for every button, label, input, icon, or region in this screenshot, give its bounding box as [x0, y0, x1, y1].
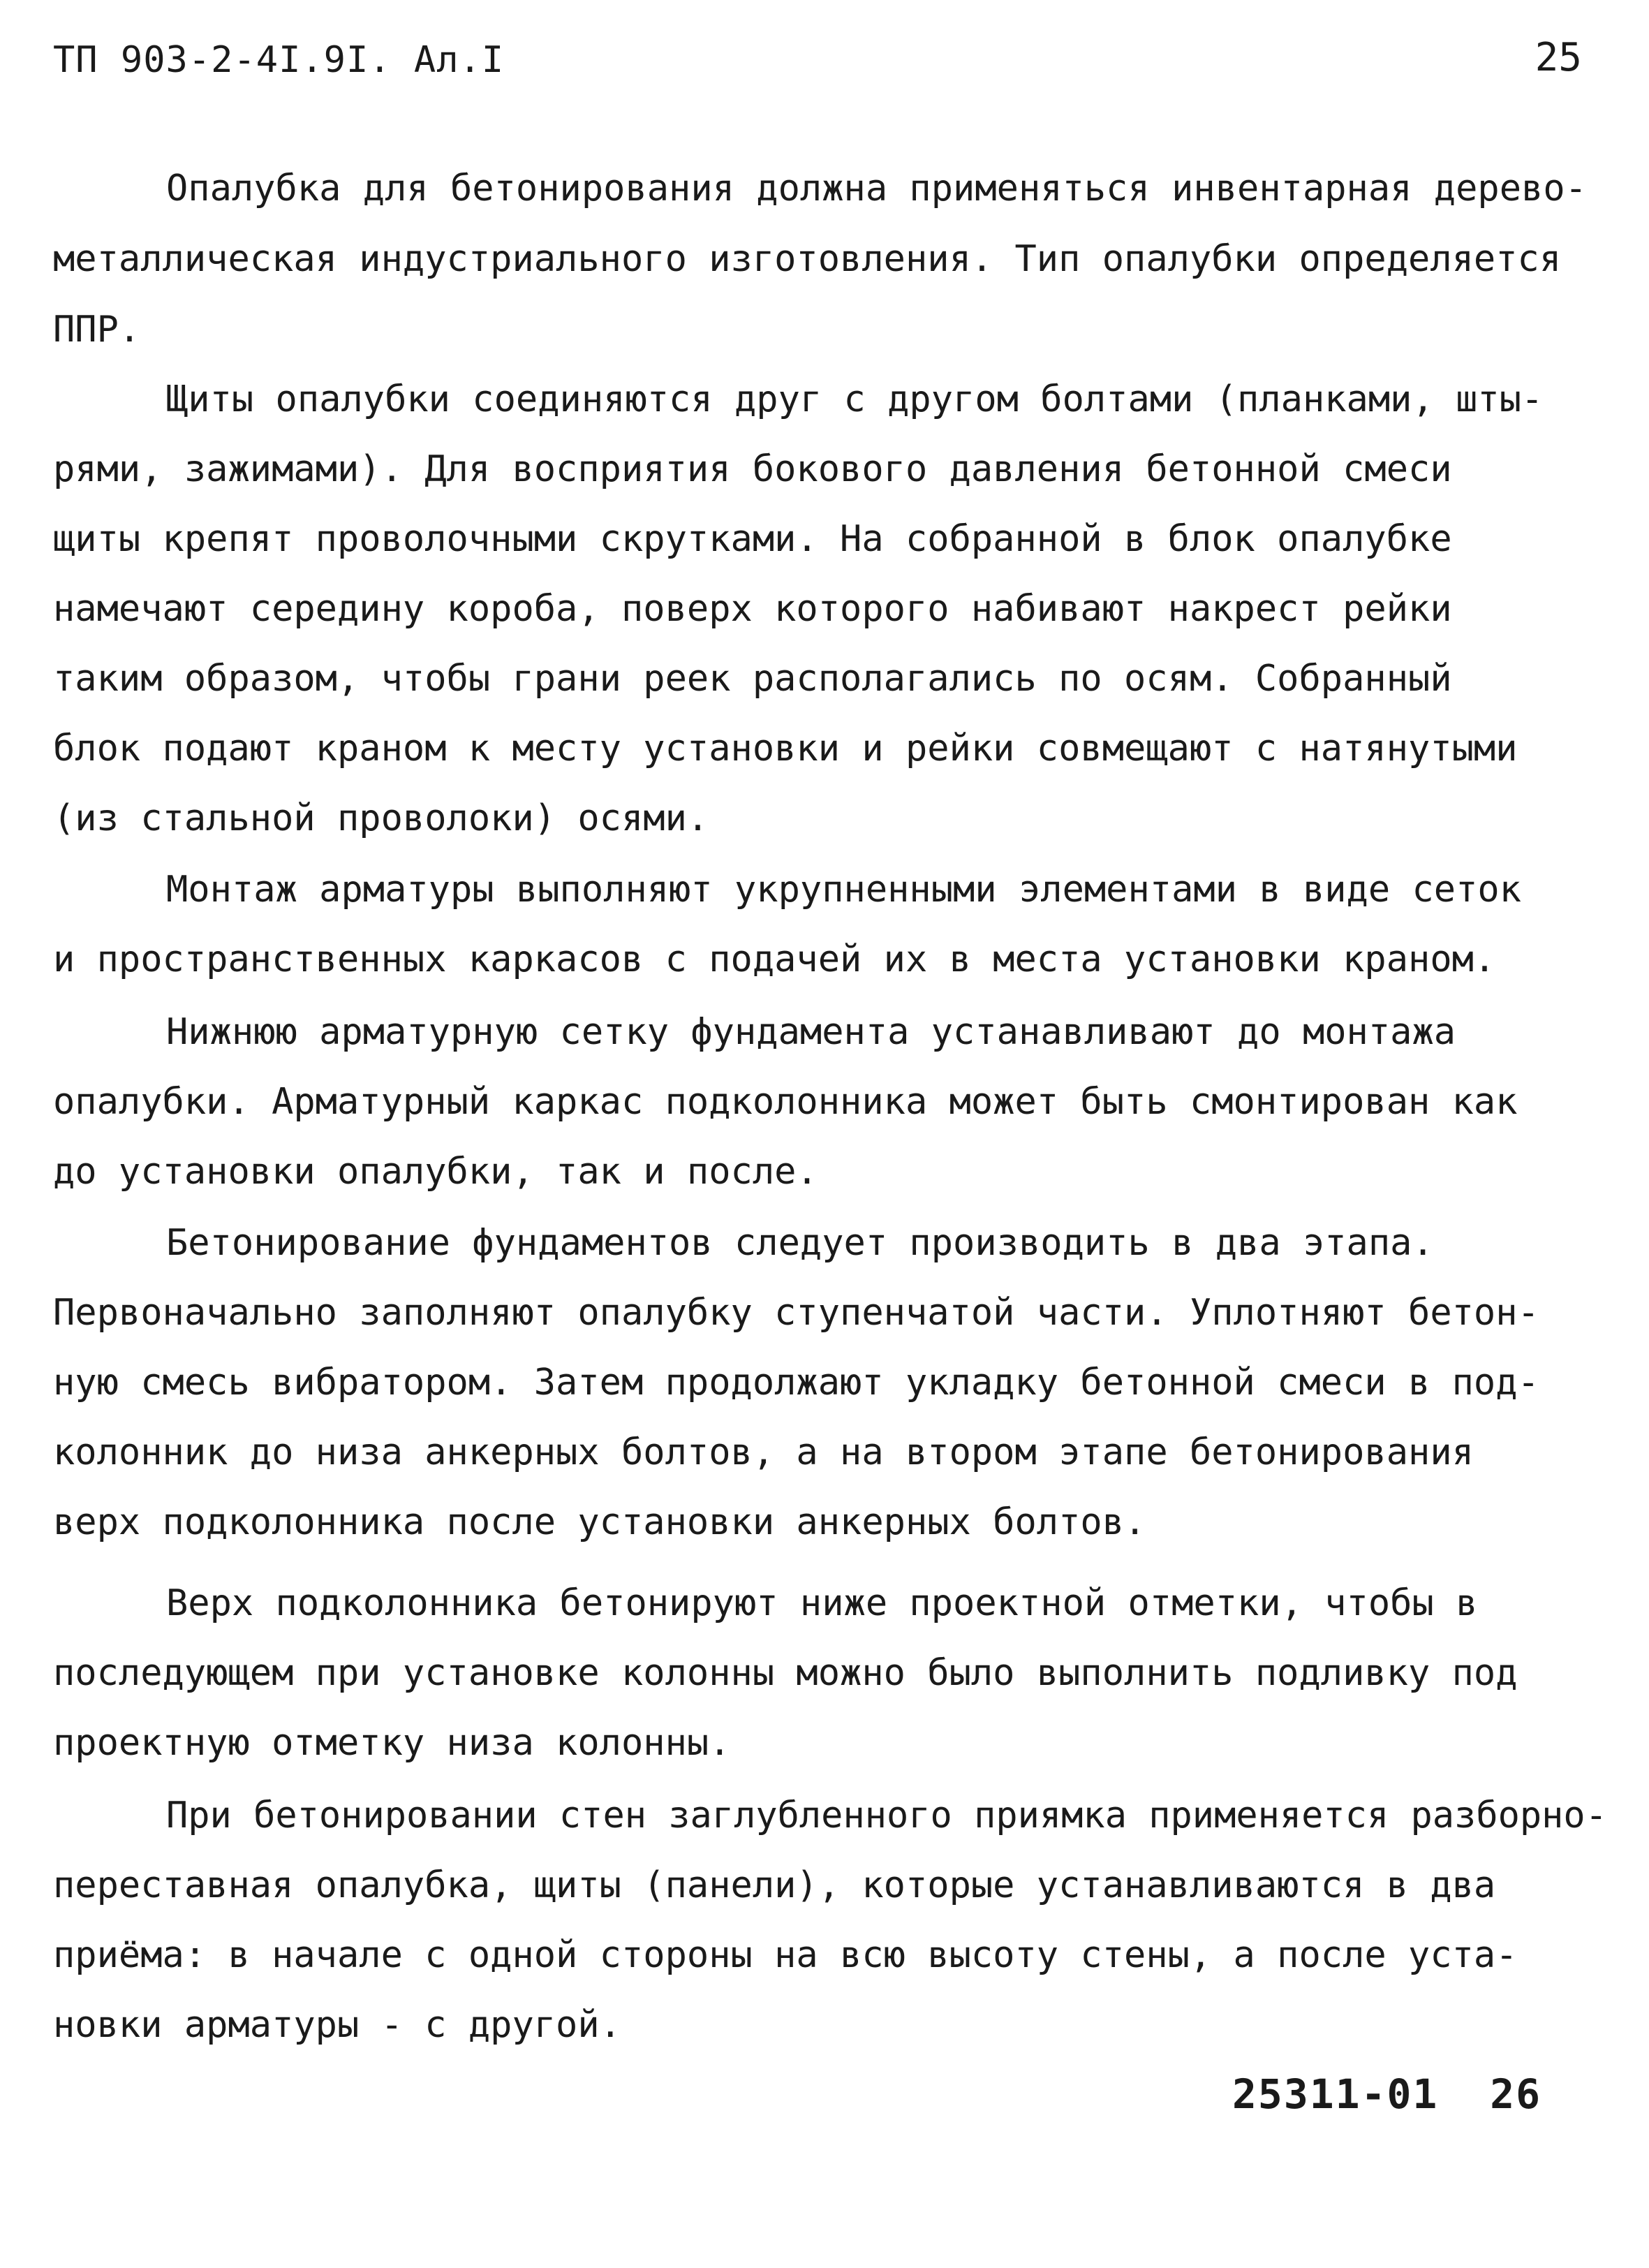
- text-line: Первоначально заполняют опалубку ступенчатой части. Уплотняют бетон-: [53, 1292, 1539, 1334]
- text-line: до установки опалубки, так и после.: [53, 1151, 818, 1193]
- text-line: опалубки. Арматурный каркас подколонника может быть смонтирован как: [53, 1081, 1518, 1123]
- text-line: щиты крепят проволочными скрутками. На собранной в блок опалубке: [53, 518, 1452, 560]
- text-line: намечают середину короба, поверх которого набивают накрест рейки: [53, 588, 1452, 630]
- text-line: рями, зажимами). Для восприятия бокового давления бетонной смеси: [53, 448, 1452, 490]
- text-line: Нижнюю арматурную сетку фундамента устанавливают до монтажа: [166, 1011, 1456, 1053]
- text-line: При бетонировании стен заглубленного приямка применяется разборно-: [166, 1795, 1607, 1836]
- text-line: металлическая индустриального изготовления. Тип опалубки определяется: [53, 238, 1562, 280]
- sheet-code-footer: 25311-01 26: [1232, 2070, 1542, 2118]
- text-line: таким образом, чтобы грани реек располагались по осям. Собранный: [53, 658, 1452, 700]
- text-line: новки арматуры - с другой.: [53, 2004, 621, 2046]
- text-line: и пространственных каркасов с подачей их в места установки краном.: [53, 938, 1496, 980]
- page-number: 25: [1535, 35, 1582, 80]
- text-line: Верх подколонника бетонируют ниже проектной отметки, чтобы в: [166, 1582, 1478, 1624]
- text-line: Опалубка для бетонирования должна применяться инвентарная дерево-: [166, 168, 1587, 209]
- text-line: верх подколонника после установки анкерных болтов.: [53, 1501, 1146, 1543]
- text-line: переставная опалубка, щиты (панели), которые устанавливаются в два: [53, 1864, 1496, 1906]
- text-line: последующем при установке колонны можно было выполнить подливку под: [53, 1652, 1518, 1694]
- text-line: проектную отметку низа колонны.: [53, 1722, 731, 1764]
- text-line: (из стальной проволоки) осями.: [53, 797, 709, 839]
- text-line: ную смесь вибратором. Затем продолжают укладку бетонной смеси в под-: [53, 1362, 1539, 1404]
- text-line: приёма: в начале с одной стороны на всю высоту стены, а после уста-: [53, 1934, 1518, 1976]
- document-code-header: ТП 903-2-4I.9I. Ал.I: [53, 39, 505, 81]
- text-line: Щиты опалубки соединяются друг с другом болтами (планками, шты-: [166, 378, 1544, 420]
- text-line: ППР.: [53, 309, 141, 351]
- text-line: блок подают краном к месту установки и рейки совмещают с натянутыми: [53, 728, 1518, 770]
- text-line: Монтаж арматуры выполняют укрупненными элементами в виде сеток: [166, 869, 1522, 911]
- text-line: колонник до низа анкерных болтов, а на втором этапе бетонирования: [53, 1431, 1474, 1473]
- text-line: Бетонирование фундаментов следует производить в два этапа.: [166, 1222, 1434, 1264]
